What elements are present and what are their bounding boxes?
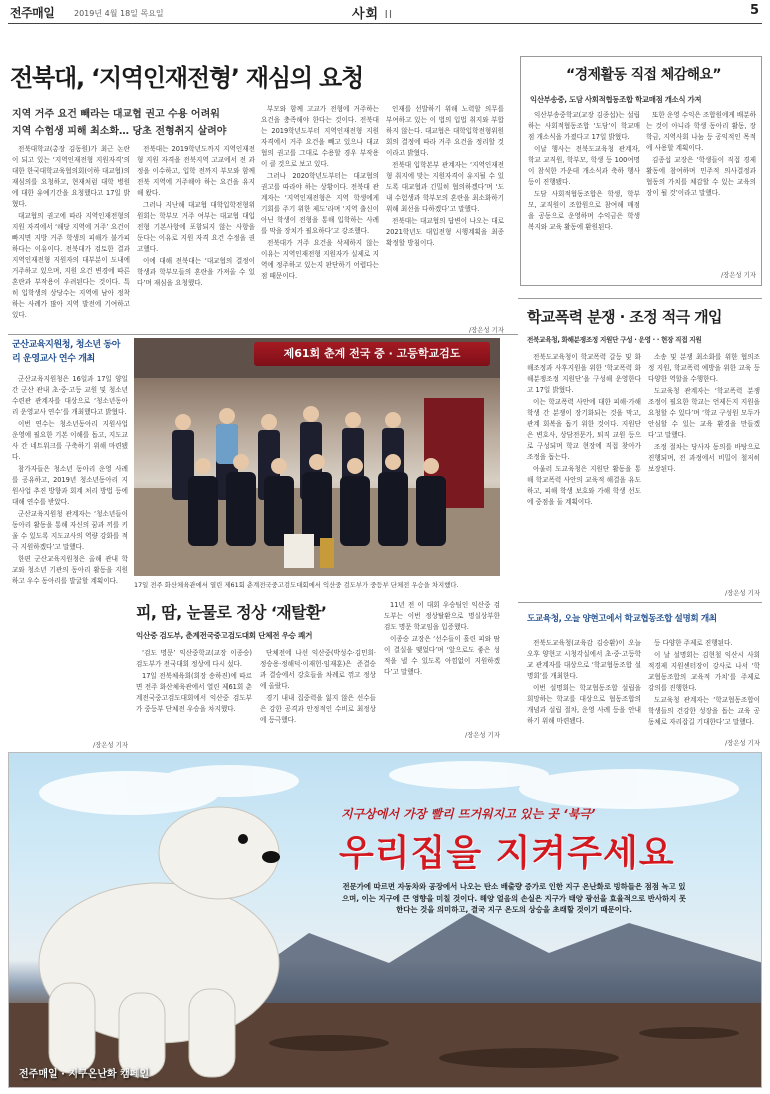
ad-subtitle: 지구상에서 가장 빨리 뜨거워지고 있는 곳 ‘북극’	[341, 807, 596, 821]
lead-subhead-2: 지역 수험생 피해 최소화… 당초 전형취지 살려야	[12, 126, 227, 137]
lead-col-2	[137, 144, 255, 322]
youth-col-1	[12, 374, 128, 736]
paragraph: 이번 연수는 청소년동아리 지원사업 운영에 필요한 기본 이해를 돕고, 지도교사 간 네트워크를 구축하기 위해 마련됐다.	[12, 420, 128, 461]
paragraph: 이 날 설명회는 김현철 익산시 사회적경제 지원센터장이 강사로 나서 ‘학교협동조합의 교육적 가치’를 주제로 강의를 진행한다.	[648, 651, 760, 692]
lead-byline: /장은성 기자	[468, 326, 504, 334]
ad-credit: 전주매일 · 지구온난화 캠페인	[19, 1069, 150, 1080]
paragraph: 이번 설명회는 학교협동조합 설립을 희망하는 학교를 대상으로 협동조합의 개념과 설립 절차, 운영 사례 등을 안내하기 위해 마련됐다.	[527, 684, 641, 725]
paragraph: 등 다양한 주제로 진행된다.	[654, 639, 733, 647]
lead-headline: 전북대, ‘지역인재전형’ 재심의 요청	[10, 64, 363, 92]
page-number: 5	[750, 3, 760, 18]
paragraph: 17일 전북체육회(회장 송하진)에 따르면 전주 화산체육관에서 열린 제61회 춘계전국중고검도대회에서 익산중 검도부가 중등부 단체전 우승을 차지했다.	[136, 672, 252, 713]
section-rule	[518, 298, 762, 299]
paper-name: 전주매일	[10, 6, 55, 20]
union-hidden	[384, 744, 385, 745]
lead-col-4	[386, 104, 504, 322]
paragraph: 전북대가 거주 요건을 삭제하지 않는 이유는 지역인재전형 지원자가 실제로 지역에 정주하고 있는지 판단하기 어렵다는 점 때문이다.	[261, 239, 379, 280]
youth-byline: /장은성 기자	[92, 741, 128, 749]
paragraph: ‘검도 명문’ 익산중학교(교장 이종승) 검도부가 전국대회 정상에 다시 섰다.	[136, 649, 252, 668]
climate-ad	[8, 752, 762, 1088]
kendo-team-photo	[134, 338, 500, 576]
tournament-banner: 제61회 춘계 전국 중 · 고등학교검도	[254, 342, 490, 366]
section-rule	[518, 602, 762, 603]
lead-col-3	[261, 104, 379, 322]
violence-col-1	[527, 352, 641, 594]
paragraph: 그러나 2020학년도부터는 대교협의 권고를 따라야 하는 상황이다. 전북대 관계자는 ‘지역인재전형은 지역 학생에게 기회를 주기 위한 제도’라며 ‘지역 출신이 아닌 학생이 전형을 통해 입학하는 사례를 막을 장치가 필요하다’고 강조했다.	[261, 172, 379, 235]
paragraph: 전북도교육청이 학교폭력 갈등 및 화해조정과 사후지원을 위한 ‘학교폭력 화해분쟁조정 지원단’을 구성해 운영한다고 17일 밝혔다.	[527, 353, 641, 394]
kendo-headline: 피, 땀, 눈물로 정상 ‘재탈환’	[136, 603, 327, 622]
paragraph: 또한 운영 수익은 조합원에게 배분하는 것이 아니라 학생 동아리 활동, 장학금, 지역사회 나눔 등 공익적인 목적에 사용할 계획이다.	[646, 111, 756, 152]
paragraph: 이에 대해 전북대는 ‘대교협의 결정이 학생과 학부모들의 혼란을 가져올 수 있다’며 재심을 요청했다.	[137, 257, 255, 287]
kendo-col-2	[260, 648, 376, 736]
paragraph: 전북대학교(총장 김동원)가 최근 논란이 되고 있는 ‘지역인재전형 지원자격’의 대한 한국대학교육협의회(이하 대교협)의 재심의를 요청하고, 현재처럼 대학 병원에 대한 유예기간을 요청했다고 17일 밝혔다.	[12, 145, 130, 208]
paragraph: 전북대는 대교협의 답변이 나오는 대로 2021학년도 대입전형 시행계획을 최종 확정할 방침이다.	[386, 217, 504, 247]
box-headline: “경제활동 직접 체감해요”	[566, 67, 721, 83]
youth-headline: 군산교육지원청, 청소년 동아리 운영교사 연수 개최	[12, 340, 121, 364]
paragraph: 한편 군산교육지원청은 올해 관내 학교와 청소년 기관의 동아리 활동을 지원하고 우수 동아리를 발굴할 계획이다.	[12, 555, 128, 585]
section-title	[352, 3, 393, 22]
paragraph: 군산교육지원청은 16일과 17일 양일간 군산 관내 초·중·고등 교원 및 청소년수련관 관계자를 대상으로 ‘청소년동아리 운영교사 연수’를 개최했다고 밝혔다.	[12, 375, 128, 416]
paragraph: 경기 내내 집중력을 잃지 않은 선수들은 강한 공격과 안정적인 수비로 최정상에 등극했다.	[260, 694, 376, 724]
kendo-subhead: 익산중 검도부, 춘계전국중고검도대회 단체전 우승 쾌거	[136, 631, 313, 640]
ad-title: 우리집을 지켜주세요	[339, 833, 675, 874]
paragraph: 도교육청 관계자는 ‘학교협동조합이 학생들의 건강한 성장을 돕는 교육 공동체로 자리잡길 기대한다’고 말했다.	[648, 696, 760, 726]
paragraph: 단체전에 나선 익산중(박성수·김민희·정승용·정해덕·이재헌·임재훈)은 준결승과 결승에서 강호들을 차례로 꺾고 정상에 올랐다.	[260, 649, 376, 690]
violence-subhead: 전북교육청, 화해분쟁조정 지원단 구성 · 운영 · · 현장 직접 지원	[527, 336, 702, 344]
paragraph: 조정 절차는 당사자 동의를 바탕으로 진행되며, 전 과정에서 비밀이 철저히 보장된다.	[648, 443, 760, 473]
section-label: 사회	[352, 7, 380, 22]
section-rule	[8, 334, 518, 335]
masthead-rule	[8, 23, 762, 24]
paragraph: 그러나 지난해 대교협 대학입학전형위원회는 학부모 거주 여부는 대교협 대입전형 기본사항에 포함되지 않는 사항을 둔다는 이유로 지원 자격 요건 수정을 권고했다.	[137, 201, 255, 253]
paragraph: 아울러 도교육청은 지원단 활동을 통해 학교폭력 사안의 교육적 해결을 유도하고, 피해 학생 보호와 가해 학생 선도에 중점을 둘 계획이다.	[527, 465, 641, 506]
paragraph: 부모와 함께 고교가 전형에 거주하는 요건을 충족해야 한다는 것이다. 전북대는 2019학년도부터 지역인재전형 지원자격에서 거주 요건을 빼고 있으나 대교협의 권고를 그대로 수용할 경우 부작용이 클 것으로 보고 있다.	[261, 105, 379, 168]
paragraph: 참가자들은 청소년 동아리 운영 사례를 공유하고, 2019년 청소년동아리 지원사업 추진 방향과 회계 처리 방법 등에 대해 연수를 받았다.	[12, 465, 128, 506]
issue-date: 2019년 4월 18일 목요일	[74, 9, 164, 18]
lead-subhead-1: 지역 거주 요건 빼라는 대교협 권고 수용 어려워	[12, 109, 220, 120]
union-col-1	[527, 638, 641, 738]
paragraph: 이는 학교폭력 사안에 대한 피해·가해 학생 간 분쟁이 장기화되는 것을 막고, 관계 회복을 돕기 위한 것이다. 지원단은 변호사, 상담전문가, 퇴직 교원 등으로 구성되며 학교 현장에 직접 찾아가 조정을 돕는다.	[527, 398, 641, 461]
violence-col-2	[648, 352, 760, 584]
box-col-2	[646, 110, 756, 266]
paragraph: 이날 행사는 전북도교육청 관계자, 학교 교직원, 학부모, 학생 등 100여명이 참석한 가운데 개소식과 축하 행사 등이 진행됐다.	[528, 145, 640, 186]
paragraph: 소송 및 분쟁 최소화를 위한 협의조정 지원, 학교폭력 예방을 위한 교육 등 다양한 역할을 수행한다.	[648, 353, 760, 383]
box-byline: /장은성 기자	[720, 271, 756, 279]
section-sub: II	[384, 8, 394, 21]
union-headline: 도교육청, 오늘 양현고에서 학교협동조합 설명회 개최	[527, 614, 717, 624]
paragraph: 김종섭 교장은 ‘학생들이 직접 경제활동에 참여하며 민주적 의사결정과 협동의 가치를 체감할 수 있는 교육의 장이 될 것’이라고 말했다.	[646, 156, 756, 197]
paragraph: 전북도교육청(교육감 김승환)이 오늘 오후 양현고 시청각실에서 초·중·고등학교 관계자를 대상으로 ‘학교협동조합 설명회’를 개최한다.	[527, 639, 641, 680]
violence-byline: /장은성 기자	[724, 589, 760, 597]
paragraph: 대교협의 권고에 따라 지역인재전형의 지원 자격에서 ‘해당 지역에 거주’ 요건이 빠지면 지방 거주 학생의 피해가 불가피하다는 이유이다. 전북대가 검토한 결과 지역인재전형 지원자의 대부분이 도내에 거주하고 있으며, 지원 요건 변경에 따른 혼란과 부작용이 우려된다는 것이다. 특히 입학생의 상당수는 지역에 남아 정착하는 사례가 많아 지역 발전에 기여하고 있다.	[12, 212, 130, 319]
paragraph: 이종승 교장은 ‘선수들이 흘린 피와 땀이 결실을 맺었다’며 ‘앞으로도 좋은 성적을 낼 수 있도록 아낌없이 지원하겠다’고 말했다.	[384, 635, 500, 676]
union-byline: /장은성 기자	[724, 739, 760, 747]
lead-col-1	[12, 144, 130, 322]
paragraph: 전북대는 2019학년도까지 지역인재전형 지원 자격을 전북지역 고교에서 전 과정을 이수하고, 입학 전까지 부모와 함께 전북 지역에 거주해야 하는 요건을 유지해 왔다.	[137, 145, 255, 197]
box-subhead: 익산부송중, 도담 사회적협동조합 학교매점 개소식 가져	[530, 95, 702, 104]
paragraph: 전북대 입학본부 관계자는 ‘지역인재전형 취지에 맞는 지원자격이 유지될 수 있도록 대교협과 긴밀히 협의하겠다’며 ‘도내 수험생과 학부모의 혼란을 최소화하기 위해 최선을 다하겠다’고 말했다.	[386, 161, 504, 213]
kendo-col-1	[136, 648, 252, 736]
photo-scene	[134, 338, 500, 576]
box-col-1	[528, 110, 640, 276]
lead-subheads	[12, 106, 252, 140]
union-col-2	[648, 638, 760, 734]
paragraph: 군산교육지원청 관계자는 ‘청소년들이 동아리 활동을 통해 자신의 꿈과 끼를 키울 수 있도록 지도교사의 역량 강화를 적극 지원하겠다’고 말했다.	[12, 510, 128, 551]
paragraph: 익산부송중학교(교장 김종섭)는 설립하는 사회적협동조합 ‘도담’이 학교매점 개소식을 가졌다고 17일 밝혔다.	[528, 111, 640, 141]
ad-body: 전문가에 따르면 자동차와 공장에서 나오는 탄소 배출량 증가로 인한 지구 온난화로 빙하들은 점점 녹고 있으며, 이는 지구에 큰 영향을 미칠 것이다. 해양 얼음의 손실은 지구가 태양 광선을 효율적으로 반사하지 못한다는 것을 의미하고, 결국 지구 온도의 상승을 초래할 것이기 때문이다.	[341, 882, 687, 914]
paragraph	[384, 744, 385, 745]
paragraph: 11년 전 이 대회 우승팀인 익산중 검도부는 이번 정상탈환으로 명실상부한 검도 명문 학교임을 입증했다.	[384, 601, 500, 631]
violence-headline: 학교폭력 분쟁 · 조정 적극 개입	[527, 308, 722, 326]
photo-caption: 17일 전주 화산체육관에서 열린 제61회 춘계전국중고검도대회에서 익산중 검도부가 중등부 단체전 우승을 차지했다.	[134, 581, 459, 589]
paragraph: 도담 사회적협동조합은 학생, 학부모, 교직원이 조합원으로 참여해 매점을 공동으로 운영하며 수익금은 학생 복지와 교육 활동에 환원된다.	[528, 190, 640, 231]
paragraph: 도교육청 관계자는 ‘학교폭력 분쟁 조정이 필요한 학교는 언제든지 지원을 요청할 수 있다’며 ‘학교 구성원 모두가 안심할 수 있는 교육 환경을 만들겠다’고 말했다.	[648, 387, 760, 439]
kendo-byline: /장은성 기자	[464, 731, 500, 739]
ad-scene	[9, 753, 762, 1088]
paragraph: 인재를 선발하기 위해 노력할 의무를 부여하고 있는 이 법의 입법 취지와 부합하지 않는다. 대교협은 대학입학전형위원회의 결정에 따라 거주 요건을 정리할 것이라고 밝혔다.	[386, 105, 504, 157]
kendo-col-3	[384, 600, 500, 728]
